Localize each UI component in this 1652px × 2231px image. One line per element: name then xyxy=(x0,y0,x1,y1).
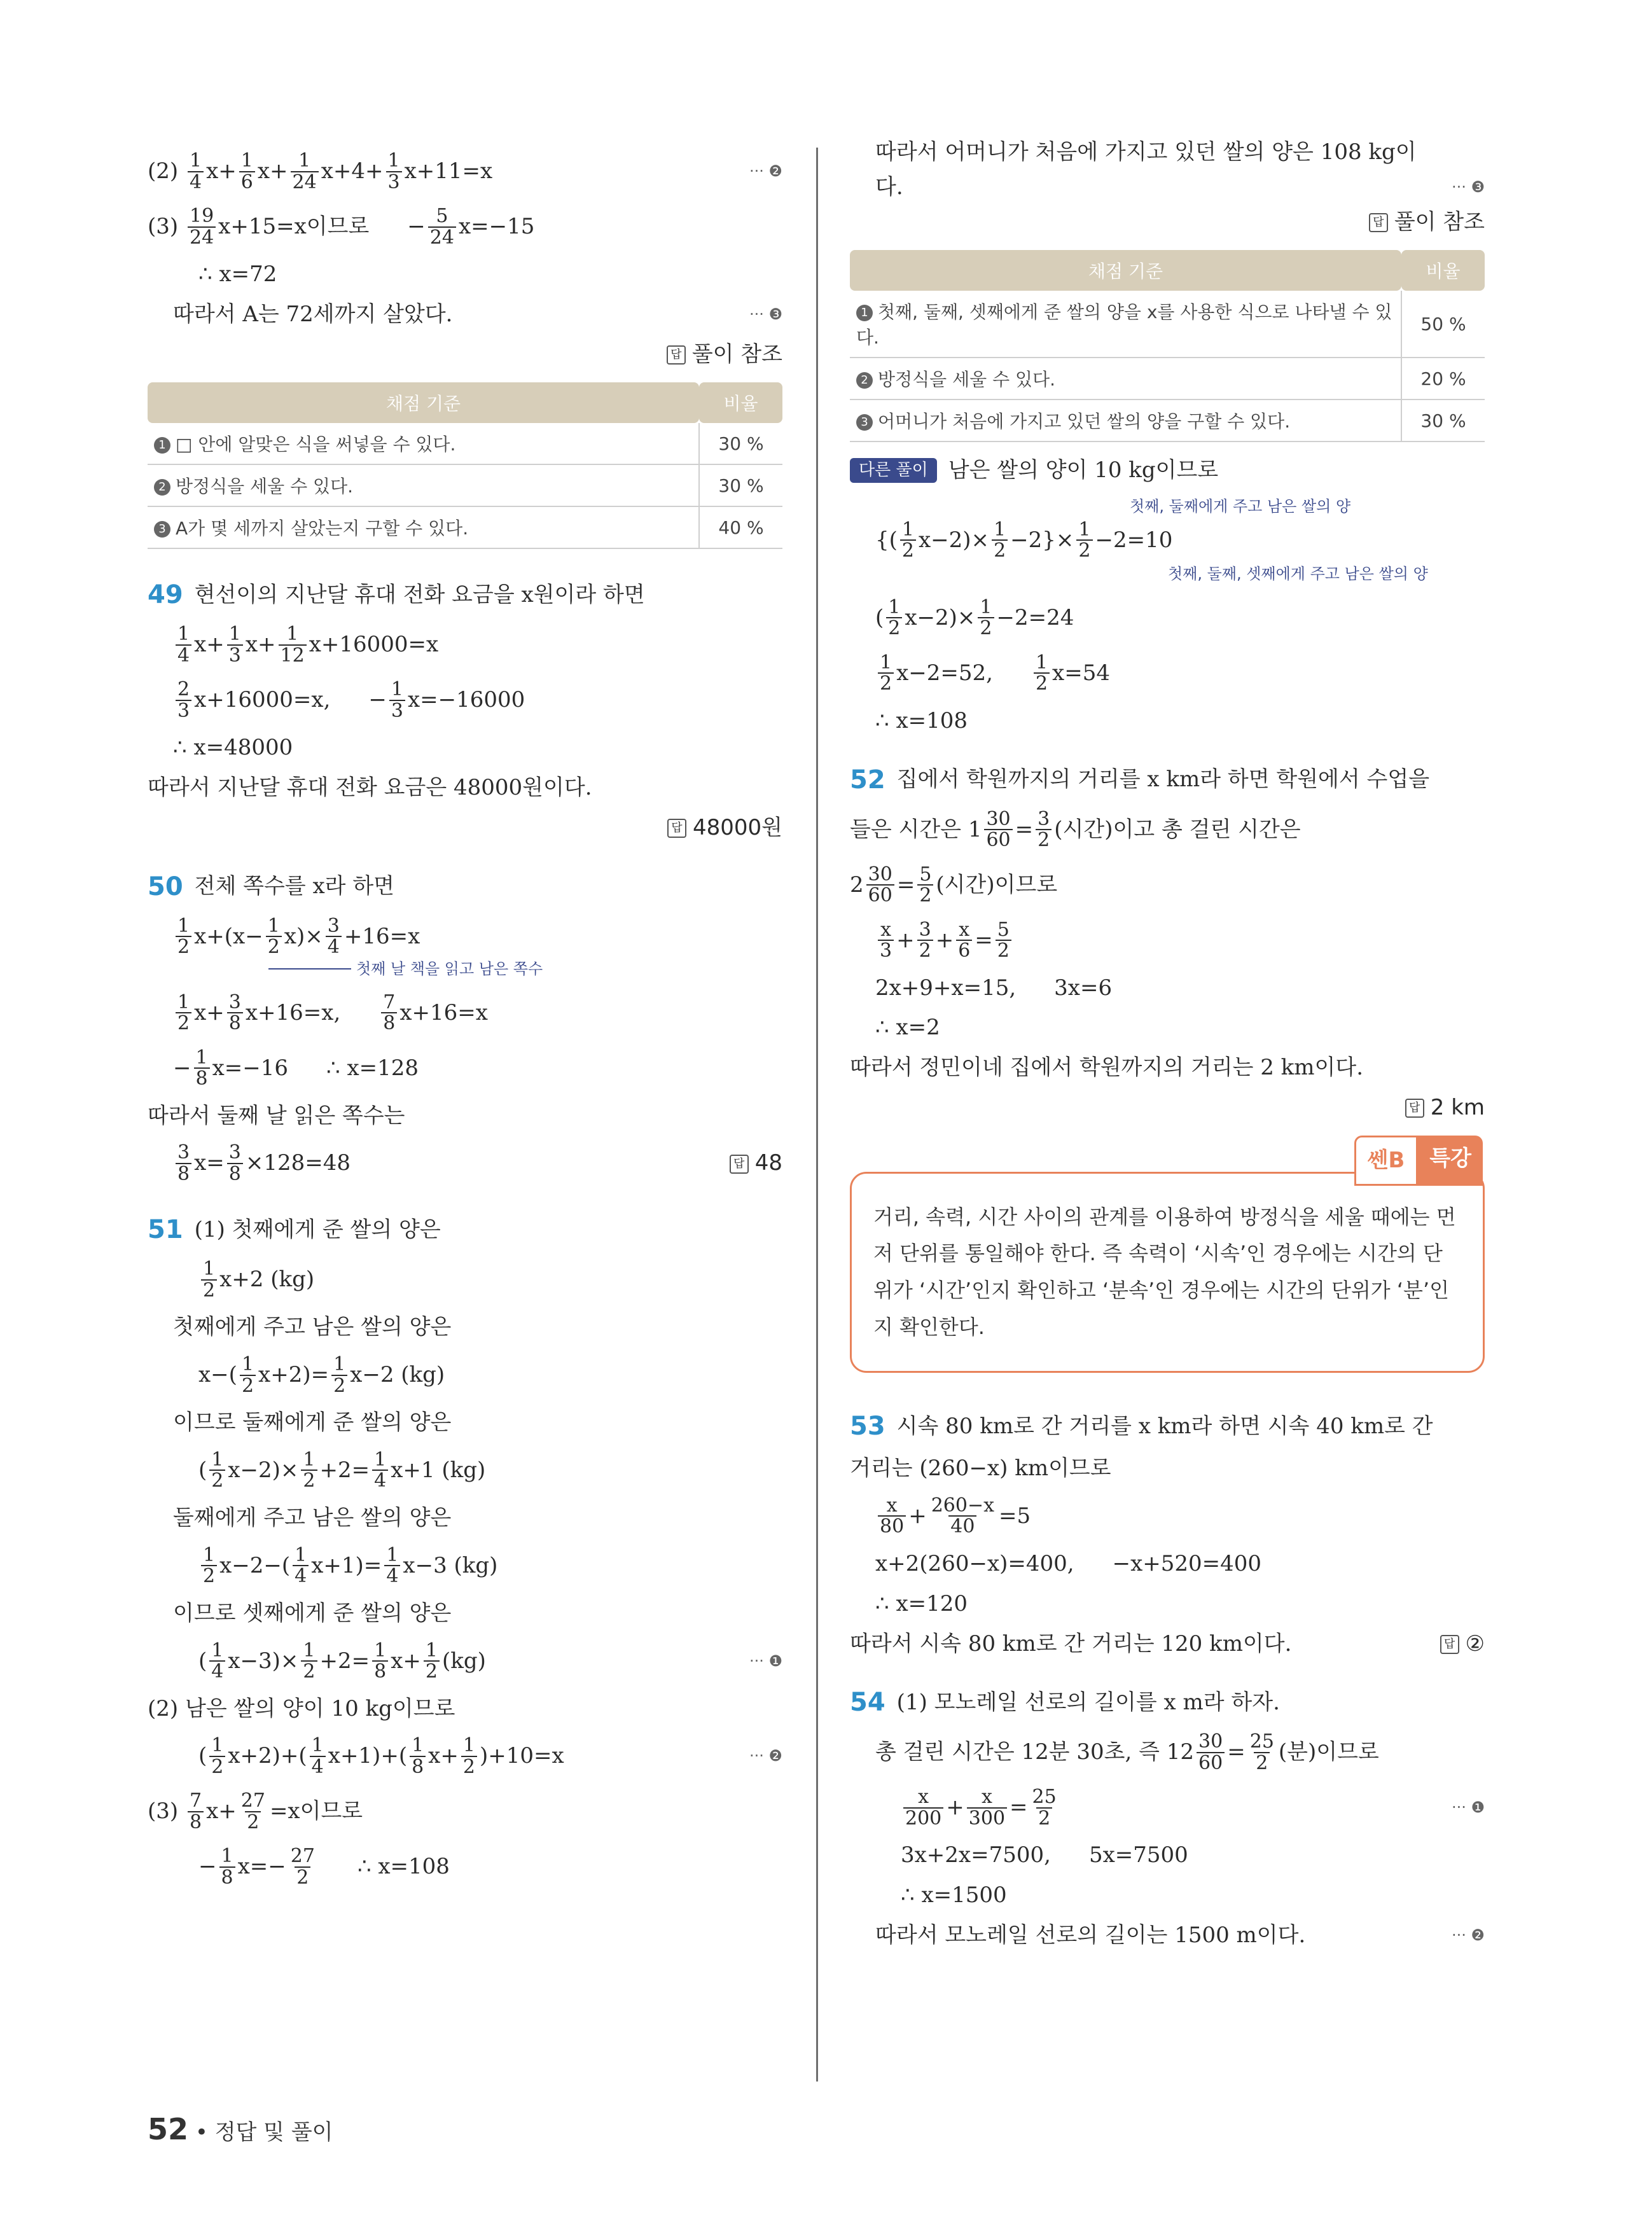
step-mark: ··· ❷ xyxy=(749,162,782,181)
p51c-answer xyxy=(850,209,1485,235)
alt-anno2: 첫째, 둘째, 셋째에게 주고 남은 쌀의 양 xyxy=(1168,564,1428,583)
fraction: $\frac{1}{24}$ xyxy=(291,151,319,192)
intro-text: 현선이의 지난달 휴대 전화 요금을 x원이라 하면 xyxy=(194,581,645,608)
table-row: 1 □ 안에 알맞은 식을 써넣을 수 있다. 30 % xyxy=(148,423,782,464)
intro-text: (1) 첫째에게 준 쌀의 양은 xyxy=(194,1216,441,1242)
alt-eq3: $\frac{1}{2}$ x−2=52, $\frac{1}{2}$ x=54 xyxy=(850,653,1485,694)
answer-icon: 답 xyxy=(1369,213,1388,232)
expr: x+11=x xyxy=(404,158,493,184)
p51-second-intro: 이므로 둘째에게 준 쌀의 양은 xyxy=(173,1410,452,1436)
p51-rem-intro: 첫째에게 주고 남은 쌀의 양은 xyxy=(173,1314,452,1340)
p52-eq2: 2x+9+x=15, 3x=6 xyxy=(875,975,1113,1001)
question-number: 49 xyxy=(148,580,183,610)
p50-intro xyxy=(148,872,782,902)
grading-table xyxy=(850,250,1485,442)
alt-anno1: 첫째, 둘째에게 주고 남은 쌀의 양 xyxy=(1130,497,1351,516)
step-mark: ··· ❶ xyxy=(749,1651,782,1670)
fraction: $\frac{5}{24}$ xyxy=(428,206,456,247)
table-row: 2 방정식을 세울 수 있다. 30 % xyxy=(148,464,782,506)
p49-eq2: $\frac{2}{3}$ x+16000=x, − $\frac{1}{3}$ x=−16000 xyxy=(148,679,782,721)
answer: 답 ② xyxy=(1440,1631,1485,1657)
sub-label: (2) xyxy=(148,158,179,184)
p50-annotation: 첫째 날 책을 읽고 남은 쪽수 xyxy=(148,960,782,978)
p54-eq1: $\frac{x}{200}$ + $\frac{x}{300}$ = $\frac{25}{2}$ ··· ❶ xyxy=(850,1787,1485,1828)
footer-title: • 정답 및 풀이 xyxy=(195,2120,333,2145)
alt-solution-intro: 다른 풀이 남은 쌀의 양이 10 kg이므로 xyxy=(850,457,1485,483)
p53-intro2: 거리는 (260−x) km이므로 xyxy=(850,1456,1111,1482)
conclusion-text: 따라서 A는 72세까지 살았다. xyxy=(173,301,453,327)
p50-eq2: $\frac{1}{2}$ x+ $\frac{3}{8}$ x+16=x, $\frac{7}{8}$ x+16=x xyxy=(148,992,782,1034)
p51-e2: x−( $\frac{1}{2}$ x+2)= $\frac{1}{2}$ x−2 (kg) xyxy=(198,1353,445,1397)
expr: x=−15 xyxy=(458,214,535,240)
p49-therefore: ∴ x=48000 xyxy=(173,735,293,761)
table-row: 3 A가 몇 세까지 살았는지 구할 수 있다. 40 % xyxy=(148,506,782,548)
left-column xyxy=(148,137,782,1901)
p52-l2: 들은 시간은 1 $\frac{30}{60}$ = $\frac{3}{2}$ (시간)이고 총 걸린 시간은 xyxy=(850,807,1301,852)
p52-eq1: $\frac{x}{3}$ + $\frac{3}{2}$ + $\frac{x}{6}$ = $\frac{5}{2}$ xyxy=(850,920,1485,961)
expr: x+4+ xyxy=(321,158,384,184)
p53-therefore: ∴ x=120 xyxy=(875,1590,968,1616)
answer-icon: 답 xyxy=(1405,1099,1424,1118)
sub-label: (3) xyxy=(148,214,179,240)
fraction: $\frac{1}{4}$ xyxy=(188,151,204,192)
p52-therefore: ∴ x=2 xyxy=(875,1015,940,1041)
column-divider xyxy=(816,148,818,2082)
p51-third-intro: 이므로 셋째에게 준 쌀의 양은 xyxy=(173,1600,452,1626)
p49-eq1: $\frac{1}{4}$ x+ $\frac{1}{3}$ x+ $\frac{1}{12}$ x+16000=x xyxy=(148,624,782,665)
table-header: 비율 xyxy=(699,382,782,423)
p48-eq3 xyxy=(148,206,782,247)
answer: 답 풀이 참조 xyxy=(667,342,782,368)
alt-therefore: ∴ x=108 xyxy=(875,707,968,733)
p51-intro xyxy=(148,1214,782,1245)
answer-icon: 답 xyxy=(667,345,686,365)
table-row: 2 방정식을 세울 수 있다. 20 % xyxy=(850,358,1485,400)
table-header: 채점 기준 xyxy=(148,382,699,423)
p53-eq1: $\frac{x}{80}$ + $\frac{260-x}{40}$ =5 xyxy=(850,1496,1485,1537)
table-row: 1 첫째, 둘째, 셋째에게 준 쌀의 양을 x를 사용한 식으로 나타낼 수 있다. 50 % xyxy=(850,291,1485,358)
p51-e5: ( $\frac{1}{4}$ x−3)× $\frac{1}{2}$ +2= $\frac{1}{8}$ x+ $\frac{1}{2}$ (kg) ··· ❶ xyxy=(198,1639,782,1683)
p54-eq2: 3x+2x=7500, 5x=7500 xyxy=(901,1842,1188,1868)
tip-box xyxy=(850,1145,1485,1373)
p51-s3-eq2: − $\frac{1}{8}$ x=− $\frac{27}{2}$ ∴ x=108 xyxy=(198,1845,450,1889)
expr: x+ xyxy=(206,158,237,184)
table-header: 채점 기준 xyxy=(850,250,1401,291)
alt-eq1: {( $\frac{1}{2}$ x−2)× $\frac{1}{2}$ −2}× $\frac{1}{2}$ −2=10 xyxy=(875,518,1173,562)
p49-intro xyxy=(148,580,782,610)
p50-eq4: $\frac{3}{8}$ x= $\frac{3}{8}$ ×128=48 답 48 xyxy=(148,1143,782,1184)
answer-icon: 답 xyxy=(667,819,686,838)
page-footer xyxy=(148,2112,333,2146)
p53-intro: 53 시속 80 km로 간 거리를 x km라 하면 시속 40 km로 간 xyxy=(850,1412,1433,1442)
right-column xyxy=(850,130,1485,1963)
question-number: 51 xyxy=(148,1215,183,1245)
p52-l3: 2 $\frac{30}{60}$ = $\frac{5}{2}$ (시간)이므로 xyxy=(850,863,1058,907)
step-mark: ··· ❸ xyxy=(749,305,782,323)
p54-intro: 54 (1) 모노레일 선로의 길이를 x m라 하자. xyxy=(850,1688,1280,1718)
expr: x+ xyxy=(257,158,288,184)
question-number: 54 xyxy=(850,1688,885,1718)
expr: − xyxy=(407,214,426,240)
table-header: 비율 xyxy=(1401,250,1485,291)
p53-conclusion: 따라서 시속 80 km로 간 거리는 120 km이다. 답 ② xyxy=(850,1630,1485,1657)
tip-badge: 쎈B 특강 xyxy=(1354,1136,1483,1186)
alt-solution-badge: 다른 풀이 xyxy=(850,458,937,483)
answer: 답 풀이 참조 xyxy=(1369,209,1485,235)
alt-eq2: ( $\frac{1}{2}$ x−2)× $\frac{1}{2}$ −2=24 xyxy=(875,595,1074,640)
answer: 답 48 xyxy=(730,1150,782,1176)
expr: x+15=x이므로 xyxy=(218,214,370,240)
question-number: 50 xyxy=(148,872,183,901)
p51-e4: $\frac{1}{2}$ x−2−( $\frac{1}{4}$ x+1)= $\frac{1}{4}$ x−3 (kg) xyxy=(148,1545,782,1587)
answer: 답 48000원 xyxy=(667,815,782,841)
p52-answer xyxy=(850,1095,1485,1121)
table-row: 3 어머니가 처음에 가지고 있던 쌀의 양을 구할 수 있다. 30 % xyxy=(850,400,1485,441)
step-mark: ··· ❷ xyxy=(749,1747,782,1765)
p49-conclusion: 따라서 지난달 휴대 전화 요금은 48000원이다. xyxy=(148,775,592,801)
fraction: $\frac{1}{6}$ xyxy=(239,151,255,192)
question-number: 53 xyxy=(850,1412,885,1442)
intro-text: 전체 쪽수를 x라 하면 xyxy=(194,873,395,900)
p48-eq2 xyxy=(148,151,782,192)
answer-icon: 답 xyxy=(730,1155,749,1174)
question-number: 52 xyxy=(850,765,885,795)
p51c-conclusion-a: 따라서 어머니가 처음에 가지고 있던 쌀의 양은 108 kg이 xyxy=(875,139,1417,165)
p51-e3: ( $\frac{1}{2}$ x−2)× $\frac{1}{2}$ +2= $\frac{1}{4}$ x+1 (kg) xyxy=(198,1448,486,1492)
p50-eq1: $\frac{1}{2}$ x+ (x− $\frac{1}{2}$ x)× $\frac{3}{4}$ +16=x xyxy=(148,916,782,957)
step-mark: ··· ❶ xyxy=(1451,1798,1485,1817)
p54-l2: 총 걸린 시간은 12분 30초, 즉 12 $\frac{30}{60}$ = $\frac{25}{2}$ (분)이므로 xyxy=(875,1730,1379,1774)
p50-conclusion: 따라서 둘째 날 읽은 쪽수는 xyxy=(148,1102,405,1129)
p50-eq3: − $\frac{1}{8}$ x=−16 ∴ x=128 xyxy=(173,1046,419,1090)
p52-intro: 52 집에서 학원까지의 거리를 x km라 하면 학원에서 수업을 xyxy=(850,765,1430,795)
tip-text: 거리, 속력, 시간 사이의 관계를 이용하여 방정식을 세울 때에는 먼저 단위를 통일해야 한다. 즉 속력이 ‘시속’인 경우에는 시간의 단위가 ‘시간’인지 확인하고 ‘분속’인 경우에는 시간의 단위가 ‘분’인지 확인한다. xyxy=(873,1204,1456,1339)
p51c-conclusion-b: 다. ··· ❸ xyxy=(875,174,1485,200)
fraction: $\frac{19}{24}$ xyxy=(188,206,216,247)
p48-answer xyxy=(148,342,782,368)
step-mark: ··· ❷ xyxy=(1451,1926,1485,1944)
p54-therefore: ∴ x=1500 xyxy=(901,1882,1007,1908)
p48-therefore: ∴ x=72 xyxy=(198,261,277,287)
p51-e1: $\frac{1}{2}$ x+2 (kg) xyxy=(148,1259,782,1300)
p51-s2-eq: ( $\frac{1}{2}$ x+2)+( $\frac{1}{4}$ x+1)+( $\frac{1}{8}$ x+ $\frac{1}{2}$ )+10=x ··· ❷ xyxy=(198,1734,782,1778)
p54-conclusion: 따라서 모노레일 선로의 길이는 1500 m이다. ··· ❷ xyxy=(875,1922,1485,1948)
answer: 답 2 km xyxy=(1405,1095,1485,1121)
p52-conclusion: 따라서 정민이네 집에서 학원까지의 거리는 2 km이다. xyxy=(850,1055,1364,1081)
step-mark: ··· ❸ xyxy=(1451,177,1485,196)
grading-table xyxy=(148,382,782,549)
fraction: $\frac{1}{3}$ xyxy=(386,151,402,192)
p48-conclusion xyxy=(148,302,782,328)
p51-rem2-intro: 둘째에게 주고 남은 쌀의 양은 xyxy=(173,1505,452,1531)
p51-s2-intro: (2) 남은 쌀의 양이 10 kg이므로 xyxy=(148,1695,455,1721)
p51-s3-eq1: (3) $\frac{7}{8}$ x+ $\frac{27}{2}$ =x이므로 xyxy=(148,1790,363,1833)
p49-answer xyxy=(148,815,782,841)
page-number: 52 xyxy=(148,2112,189,2146)
answer-icon: 답 xyxy=(1440,1635,1459,1654)
p53-eq2: x+2(260−x)=400, −x+520=400 xyxy=(875,1550,1262,1576)
